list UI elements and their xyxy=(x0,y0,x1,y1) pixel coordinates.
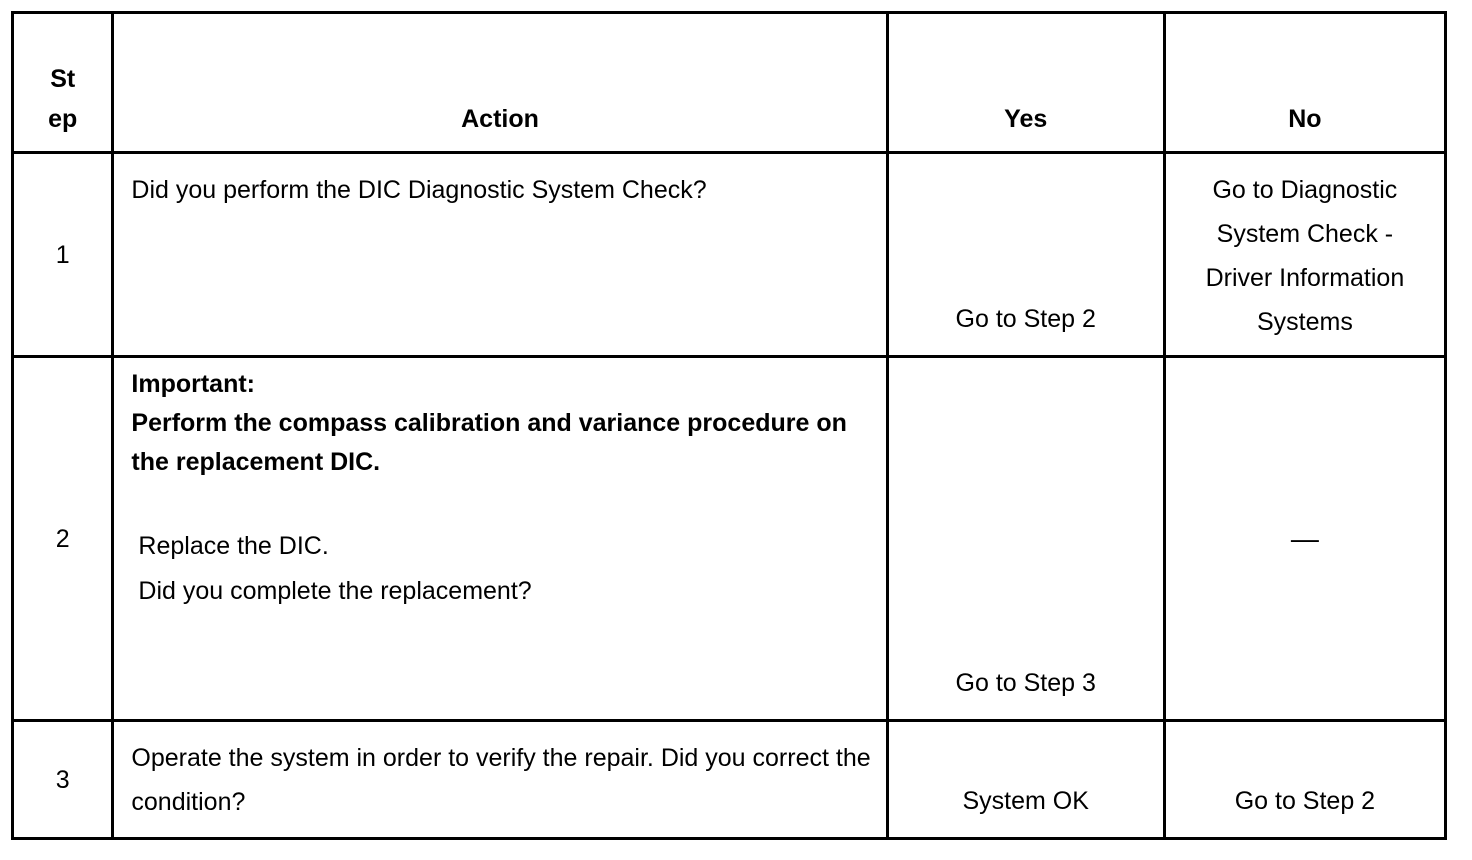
table-row xyxy=(13,153,1446,357)
header-step xyxy=(13,13,113,153)
header-yes: Yes xyxy=(887,13,1164,153)
yes-result: Go to Step 2 xyxy=(887,153,1164,357)
header-step-line1: St xyxy=(50,65,76,93)
important-label: Important: xyxy=(131,370,256,398)
diagnostic-table-container xyxy=(11,11,1447,840)
action-line: Did you complete the replacement? xyxy=(138,577,532,605)
action-line: Replace the DIC. xyxy=(138,532,329,560)
important-text: Perform the compass calibration and variance procedure on the replacement DIC. xyxy=(131,409,847,476)
table-row xyxy=(13,721,1446,839)
diagnostic-table xyxy=(11,11,1447,840)
table-row xyxy=(13,357,1446,721)
no-result xyxy=(1164,153,1445,357)
no-result-line: Go to Diagnostic xyxy=(1212,176,1398,204)
header-step-line2: ep xyxy=(48,105,78,133)
header-no: No xyxy=(1164,13,1445,153)
action-text: Operate the system in order to verify the repair. Did you correct the condition? xyxy=(113,721,887,839)
no-result: Go to Step 2 xyxy=(1164,721,1445,839)
step-number: 2 xyxy=(13,357,113,721)
important-note xyxy=(131,365,885,482)
step-number: 1 xyxy=(13,153,113,357)
action-cell xyxy=(113,357,887,721)
no-result-line: Driver Information xyxy=(1205,264,1405,292)
table-header-row xyxy=(13,13,1446,153)
header-action: Action xyxy=(113,13,887,153)
no-result: — xyxy=(1164,357,1445,721)
action-instructions xyxy=(131,524,885,614)
no-result-line: System Check - xyxy=(1216,220,1394,248)
yes-result: System OK xyxy=(887,721,1164,839)
yes-result: Go to Step 3 xyxy=(887,357,1164,721)
step-number: 3 xyxy=(13,721,113,839)
no-result-line: Systems xyxy=(1256,308,1353,336)
action-text: Did you perform the DIC Diagnostic System Check? xyxy=(113,153,887,357)
